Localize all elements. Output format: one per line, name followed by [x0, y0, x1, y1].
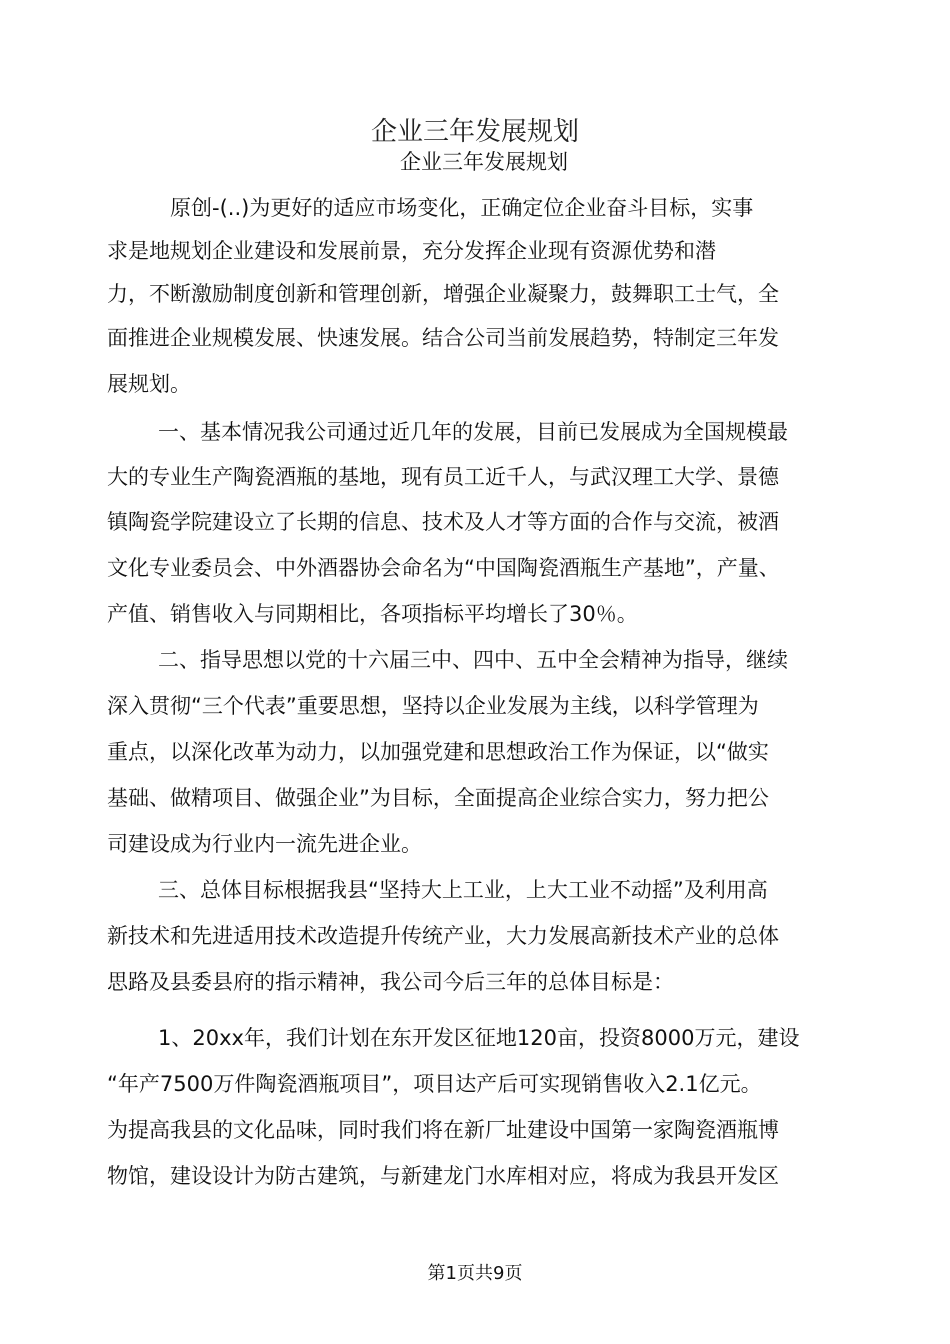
- page-number: 第1页共9页: [427, 1263, 523, 1284]
- body-line: 大的专业生产陶瓷酒瓶的基地，现有员工近千人，与武汉理工大学、景德: [107, 465, 779, 489]
- body-line: 面推进企业规模发展、快速发展。结合公司当前发展趋势，特制定三年发: [107, 326, 779, 350]
- body-line: 思路及县委县府的指示精神，我公司今后三年的总体目标是：: [107, 970, 674, 994]
- body-line: 镇陶瓷学院建设立了长期的信息、技术及人才等方面的合作与交流，被酒: [107, 510, 779, 534]
- body-line: 深入贯彻“三个代表”重要思想，坚持以企业发展为主线，以科学管理为: [107, 694, 759, 718]
- body-line: 产值、销售收入与同期相比，各项指标平均增长了30％。: [107, 602, 638, 626]
- body-line: 司建设成为行业内一流先进企业。: [107, 832, 422, 856]
- body-line: 二、指导思想以党的十六届三中、四中、五中全会精神为指导，继续: [158, 648, 788, 672]
- body-line: 三、总体目标根据我县“坚持大上工业，上大工业不动摇”及利用高: [158, 878, 768, 902]
- body-line: 力，不断激励制度创新和管理创新，增强企业凝聚力，鼓舞职工士气，全: [107, 282, 779, 306]
- body-line: 求是地规划企业建设和发展前景，充分发挥企业现有资源优势和潜: [107, 239, 716, 263]
- body-line: 重点，以深化改革为动力，以加强党建和思想政治工作为保证，以“做实: [107, 740, 769, 764]
- body-line: 文化专业委员会、中外酒器协会命名为“中国陶瓷酒瓶生产基地”，产量、: [107, 556, 780, 580]
- document-title: 企业三年发展规划: [400, 150, 568, 174]
- body-line: 展规划。: [107, 372, 191, 396]
- body-line: 新技术和先进适用技术改造提升传统产业，大力发展高新技术产业的总体: [107, 924, 779, 948]
- body-line: 基础、做精项目、做强企业”为目标，全面提高企业综合实力，努力把公: [107, 786, 769, 810]
- body-line: 原创-(..)为更好的适应市场变化，正确定位企业奋斗目标，实事: [170, 196, 754, 220]
- document-title-serif: 企业三年发展规划: [370, 117, 579, 147]
- body-line: 一、基本情况我公司通过近几年的发展，目前已发展成为全国规模最: [158, 420, 788, 444]
- body-line: 物馆，建设设计为防古建筑，与新建龙门水库相对应，将成为我县开发区: [107, 1164, 779, 1188]
- body-line: “年产7500万件陶瓷酒瓶项目”，项目达产后可实现销售收入2.1亿元。: [107, 1072, 762, 1096]
- body-line: 1、20xx年，我们计划在东开发区征地120亩，投资8000万元，建设: [158, 1026, 800, 1050]
- body-line: 为提高我县的文化品味，同时我们将在新厂址建设中国第一家陶瓷酒瓶博: [107, 1118, 779, 1142]
